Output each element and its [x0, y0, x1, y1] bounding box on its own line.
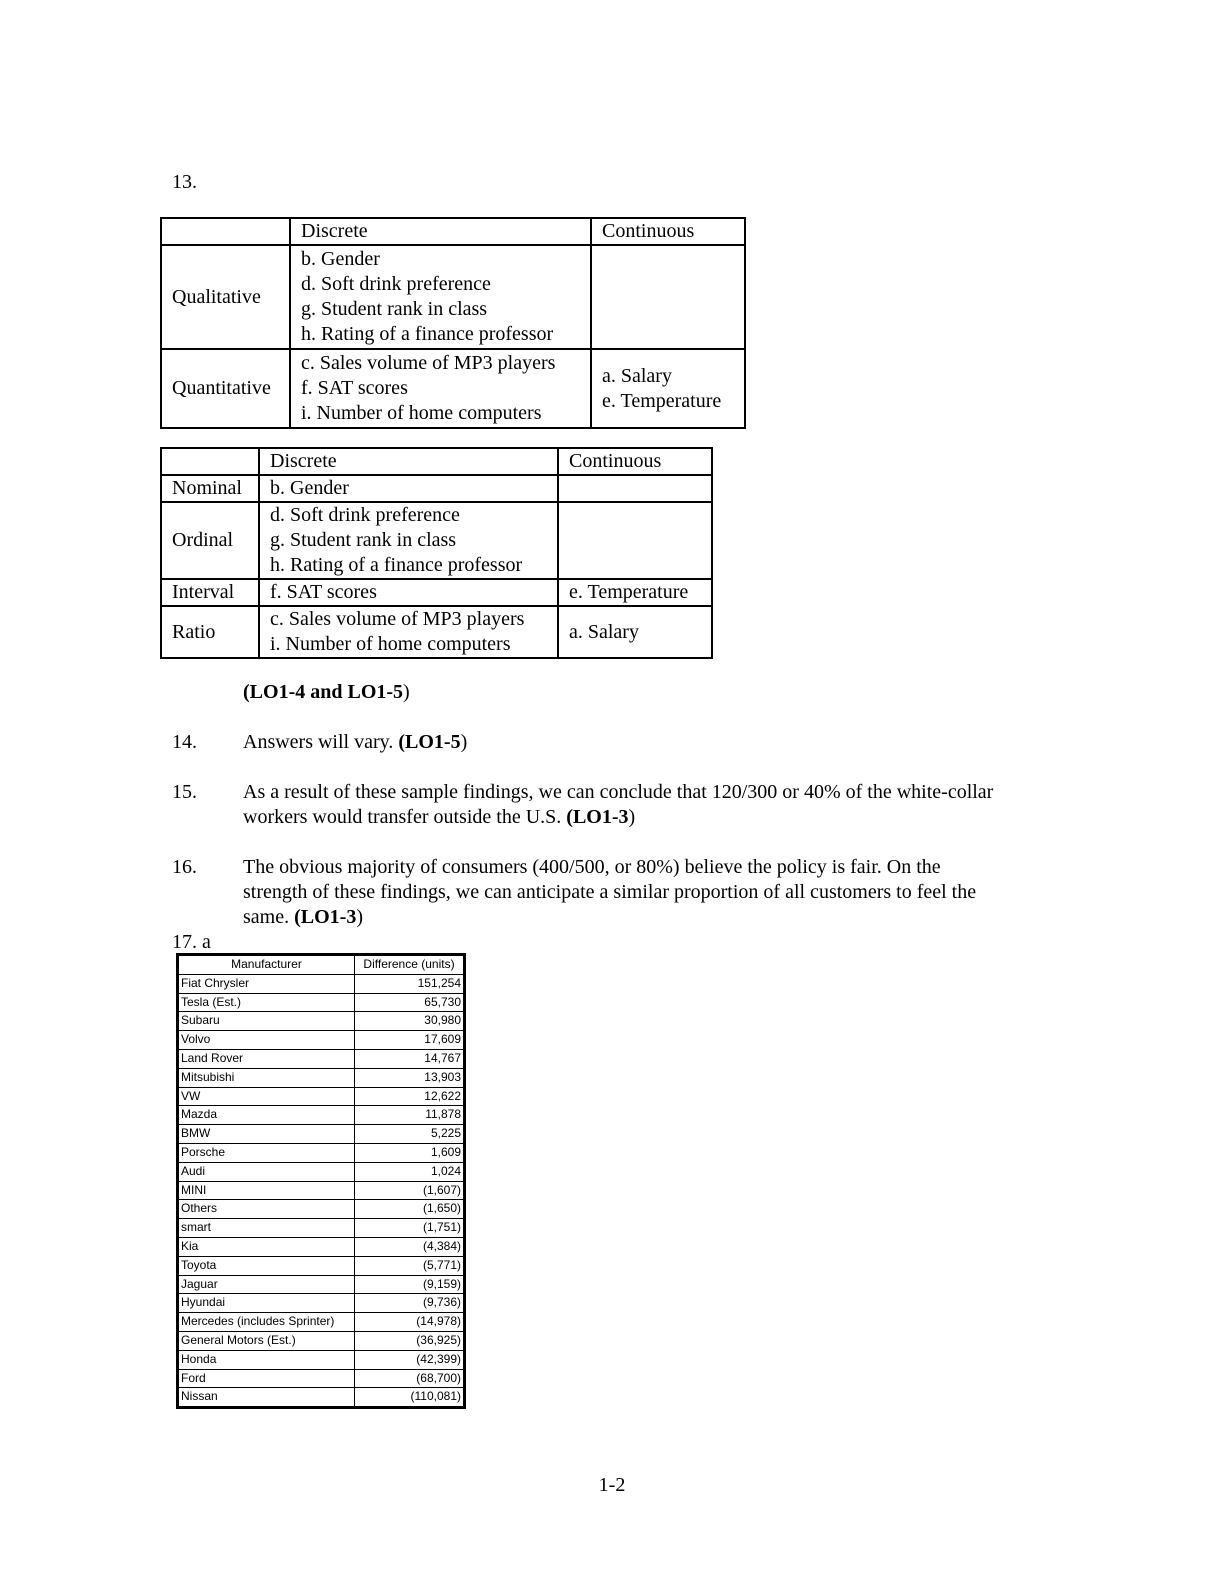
- lo-label: LO1-3: [300, 906, 357, 928]
- quantitative-continuous-cell: [591, 349, 745, 428]
- cell-line: f. SAT scores: [301, 377, 408, 399]
- question-16-number: 16.: [172, 856, 197, 878]
- difference-cell: 17,609: [355, 1031, 464, 1050]
- manufacturer-cell: smart: [179, 1219, 355, 1238]
- manufacturer-cell: Tesla (Est.): [179, 993, 355, 1012]
- lo-close: ): [356, 906, 363, 928]
- table-row: [179, 1162, 464, 1181]
- row-label-qualitative: Qualitative: [161, 245, 290, 349]
- difference-cell: (36,925): [355, 1331, 464, 1350]
- manufacturer-cell: Toyota: [179, 1256, 355, 1275]
- table-row: [179, 1256, 464, 1275]
- table-row: [161, 579, 712, 606]
- difference-cell: 1,024: [355, 1162, 464, 1181]
- row-label-ratio: Ratio: [161, 606, 259, 658]
- measurement-table-2: [160, 447, 713, 659]
- header-manufacturer: Manufacturer: [179, 956, 355, 975]
- answer-text: same.: [243, 906, 295, 928]
- manufacturer-cell: Nissan: [179, 1388, 355, 1407]
- table-row: [161, 349, 745, 428]
- row-label-interval: Interval: [161, 579, 259, 606]
- difference-cell: 30,980: [355, 1012, 464, 1031]
- manufacturer-cell: Porsche: [179, 1143, 355, 1162]
- difference-cell: (9,736): [355, 1294, 464, 1313]
- row-label-quantitative: Quantitative: [161, 349, 290, 428]
- nominal-discrete-cell: b. Gender: [259, 475, 558, 502]
- lo-close: ): [460, 731, 468, 753]
- table-row: [179, 1350, 464, 1369]
- table-row: [179, 1125, 464, 1144]
- answer-line: [243, 805, 1083, 830]
- cell-line: h. Rating of a finance professor: [270, 554, 523, 576]
- lo-open: (: [294, 906, 301, 928]
- difference-cell: (110,081): [355, 1388, 464, 1407]
- cell-line: b. Gender: [301, 248, 380, 270]
- row-label-ordinal: Ordinal: [161, 502, 259, 579]
- lo-open: (: [243, 681, 250, 703]
- answer-text: workers would transfer outside the U.S.: [243, 806, 567, 828]
- manufacturer-cell: MINI: [179, 1181, 355, 1200]
- cell-line: d. Soft drink preference: [270, 504, 460, 526]
- difference-cell: 12,622: [355, 1087, 464, 1106]
- manufacturer-cell: Subaru: [179, 1012, 355, 1031]
- question-16-text: [243, 855, 1083, 930]
- manufacturer-cell: VW: [179, 1087, 355, 1106]
- header-discrete: Discrete: [290, 218, 591, 245]
- table-row: [179, 1031, 464, 1050]
- cell-line: i. Number of home computers: [270, 633, 511, 655]
- manufacturer-cell: Audi: [179, 1162, 355, 1181]
- question-17-number: 17. a: [172, 931, 211, 953]
- qualitative-discrete-cell: [290, 245, 591, 349]
- manufacturer-cell: Kia: [179, 1237, 355, 1256]
- table-row: [161, 475, 712, 502]
- manufacturer-cell: Mazda: [179, 1106, 355, 1125]
- table-row: [161, 245, 745, 349]
- table-row: [179, 1143, 464, 1162]
- manufacturer-cell: Volvo: [179, 1031, 355, 1050]
- difference-cell: (14,978): [355, 1313, 464, 1332]
- lo-open: (: [398, 731, 406, 753]
- lo-close: ): [628, 806, 636, 828]
- header-difference: Difference (units): [355, 956, 464, 975]
- measurement-table-1: [160, 217, 746, 429]
- table-row: [179, 1275, 464, 1294]
- difference-cell: (9,159): [355, 1275, 464, 1294]
- table-row: [179, 1087, 464, 1106]
- table-row: [179, 1294, 464, 1313]
- answer-line: strength of these findings, we can anticipate a similar proportion of all customers to feel the: [243, 881, 977, 903]
- manufacturer-difference-table: [176, 953, 466, 1409]
- table-header-row: [179, 956, 464, 975]
- header-continuous: Continuous: [558, 448, 712, 475]
- manufacturer-cell: General Motors (Est.): [179, 1331, 355, 1350]
- ratio-continuous-cell: a. Salary: [558, 606, 712, 658]
- manufacturer-cell: Land Rover: [179, 1049, 355, 1068]
- cell-line: g. Student rank in class: [301, 298, 488, 320]
- cell-line: c. Sales volume of MP3 players: [301, 352, 556, 374]
- header-empty-cell: [161, 448, 259, 475]
- question-13-number: 13.: [172, 171, 197, 193]
- question-15-text: [243, 780, 1083, 830]
- lo-label: LO1-3: [572, 806, 629, 828]
- answer-line: As a result of these sample findings, we can conclude that 120/300 or 40% of the white-collar: [243, 781, 994, 803]
- manufacturer-table: [178, 955, 464, 1407]
- difference-cell: 11,878: [355, 1106, 464, 1125]
- table-row: [179, 1012, 464, 1031]
- lo-label: LO1-5: [405, 731, 461, 753]
- row-label-nominal: Nominal: [161, 475, 259, 502]
- manufacturer-cell: Jaguar: [179, 1275, 355, 1294]
- table-row: [179, 1237, 464, 1256]
- table-row: [179, 993, 464, 1012]
- nominal-continuous-cell: [558, 475, 712, 502]
- manufacturer-cell: BMW: [179, 1125, 355, 1144]
- learning-objective-13: [243, 680, 410, 705]
- difference-cell: (1,650): [355, 1200, 464, 1219]
- lo-open: (: [566, 806, 573, 828]
- table-row: [179, 1068, 464, 1087]
- cell-line: i. Number of home computers: [301, 402, 542, 424]
- table-row: [161, 502, 712, 579]
- table-row: [179, 1106, 464, 1125]
- answer-line: The obvious majority of consumers (400/500, or 80%) believe the policy is fair. On the: [243, 856, 941, 878]
- question-15-number: 15.: [172, 781, 197, 803]
- cell-line: c. Sales volume of MP3 players: [270, 608, 525, 630]
- manufacturer-cell: Hyundai: [179, 1294, 355, 1313]
- ordinal-discrete-cell: [259, 502, 558, 579]
- quantitative-discrete-cell: [290, 349, 591, 428]
- cell-line: d. Soft drink preference: [301, 273, 491, 295]
- cell-line: h. Rating of a finance professor: [301, 323, 554, 345]
- difference-cell: 151,254: [355, 974, 464, 993]
- table-row: [179, 1200, 464, 1219]
- header-continuous: Continuous: [591, 218, 745, 245]
- table-row: [179, 1331, 464, 1350]
- table-header-row: [161, 448, 712, 475]
- table-row: [179, 1049, 464, 1068]
- question-14-number: 14.: [172, 731, 197, 753]
- page-number: 1-2: [598, 1474, 626, 1496]
- manufacturer-cell: Ford: [179, 1369, 355, 1388]
- question-14-text: [243, 730, 467, 755]
- interval-discrete-cell: f. SAT scores: [259, 579, 558, 606]
- cell-line: g. Student rank in class: [270, 529, 457, 551]
- table-header-row: [161, 218, 745, 245]
- manufacturer-cell: Fiat Chrysler: [179, 974, 355, 993]
- difference-cell: 14,767: [355, 1049, 464, 1068]
- difference-cell: (5,771): [355, 1256, 464, 1275]
- manufacturer-cell: Honda: [179, 1350, 355, 1369]
- difference-cell: (4,384): [355, 1237, 464, 1256]
- table-row: [179, 1181, 464, 1200]
- table-row: [179, 1219, 464, 1238]
- manufacturer-cell: Mitsubishi: [179, 1068, 355, 1087]
- ordinal-continuous-cell: [558, 502, 712, 579]
- header-empty-cell: [161, 218, 290, 245]
- table-row: [161, 606, 712, 658]
- cell-line: a. Salary: [602, 364, 672, 387]
- interval-continuous-cell: e. Temperature: [558, 579, 712, 606]
- difference-cell: 13,903: [355, 1068, 464, 1087]
- cell-line: e. Temperature: [602, 389, 722, 412]
- difference-cell: 5,225: [355, 1125, 464, 1144]
- manufacturer-cell: Mercedes (includes Sprinter): [179, 1313, 355, 1332]
- lo-close: ): [403, 681, 410, 703]
- lo-label: LO1-4 and LO1-5: [249, 681, 404, 703]
- difference-cell: (42,399): [355, 1350, 464, 1369]
- manufacturer-cell: Others: [179, 1200, 355, 1219]
- qualitative-continuous-cell: [591, 245, 745, 349]
- table-row: [179, 974, 464, 993]
- difference-cell: (68,700): [355, 1369, 464, 1388]
- table-row: [179, 1388, 464, 1407]
- table-row: [179, 1313, 464, 1332]
- difference-cell: (1,751): [355, 1219, 464, 1238]
- difference-cell: 65,730: [355, 993, 464, 1012]
- difference-cell: (1,607): [355, 1181, 464, 1200]
- table-row: [179, 1369, 464, 1388]
- header-discrete: Discrete: [259, 448, 558, 475]
- answer-text: Answers will vary.: [243, 731, 399, 753]
- ratio-discrete-cell: [259, 606, 558, 658]
- difference-cell: 1,609: [355, 1143, 464, 1162]
- answer-line: [243, 905, 1083, 930]
